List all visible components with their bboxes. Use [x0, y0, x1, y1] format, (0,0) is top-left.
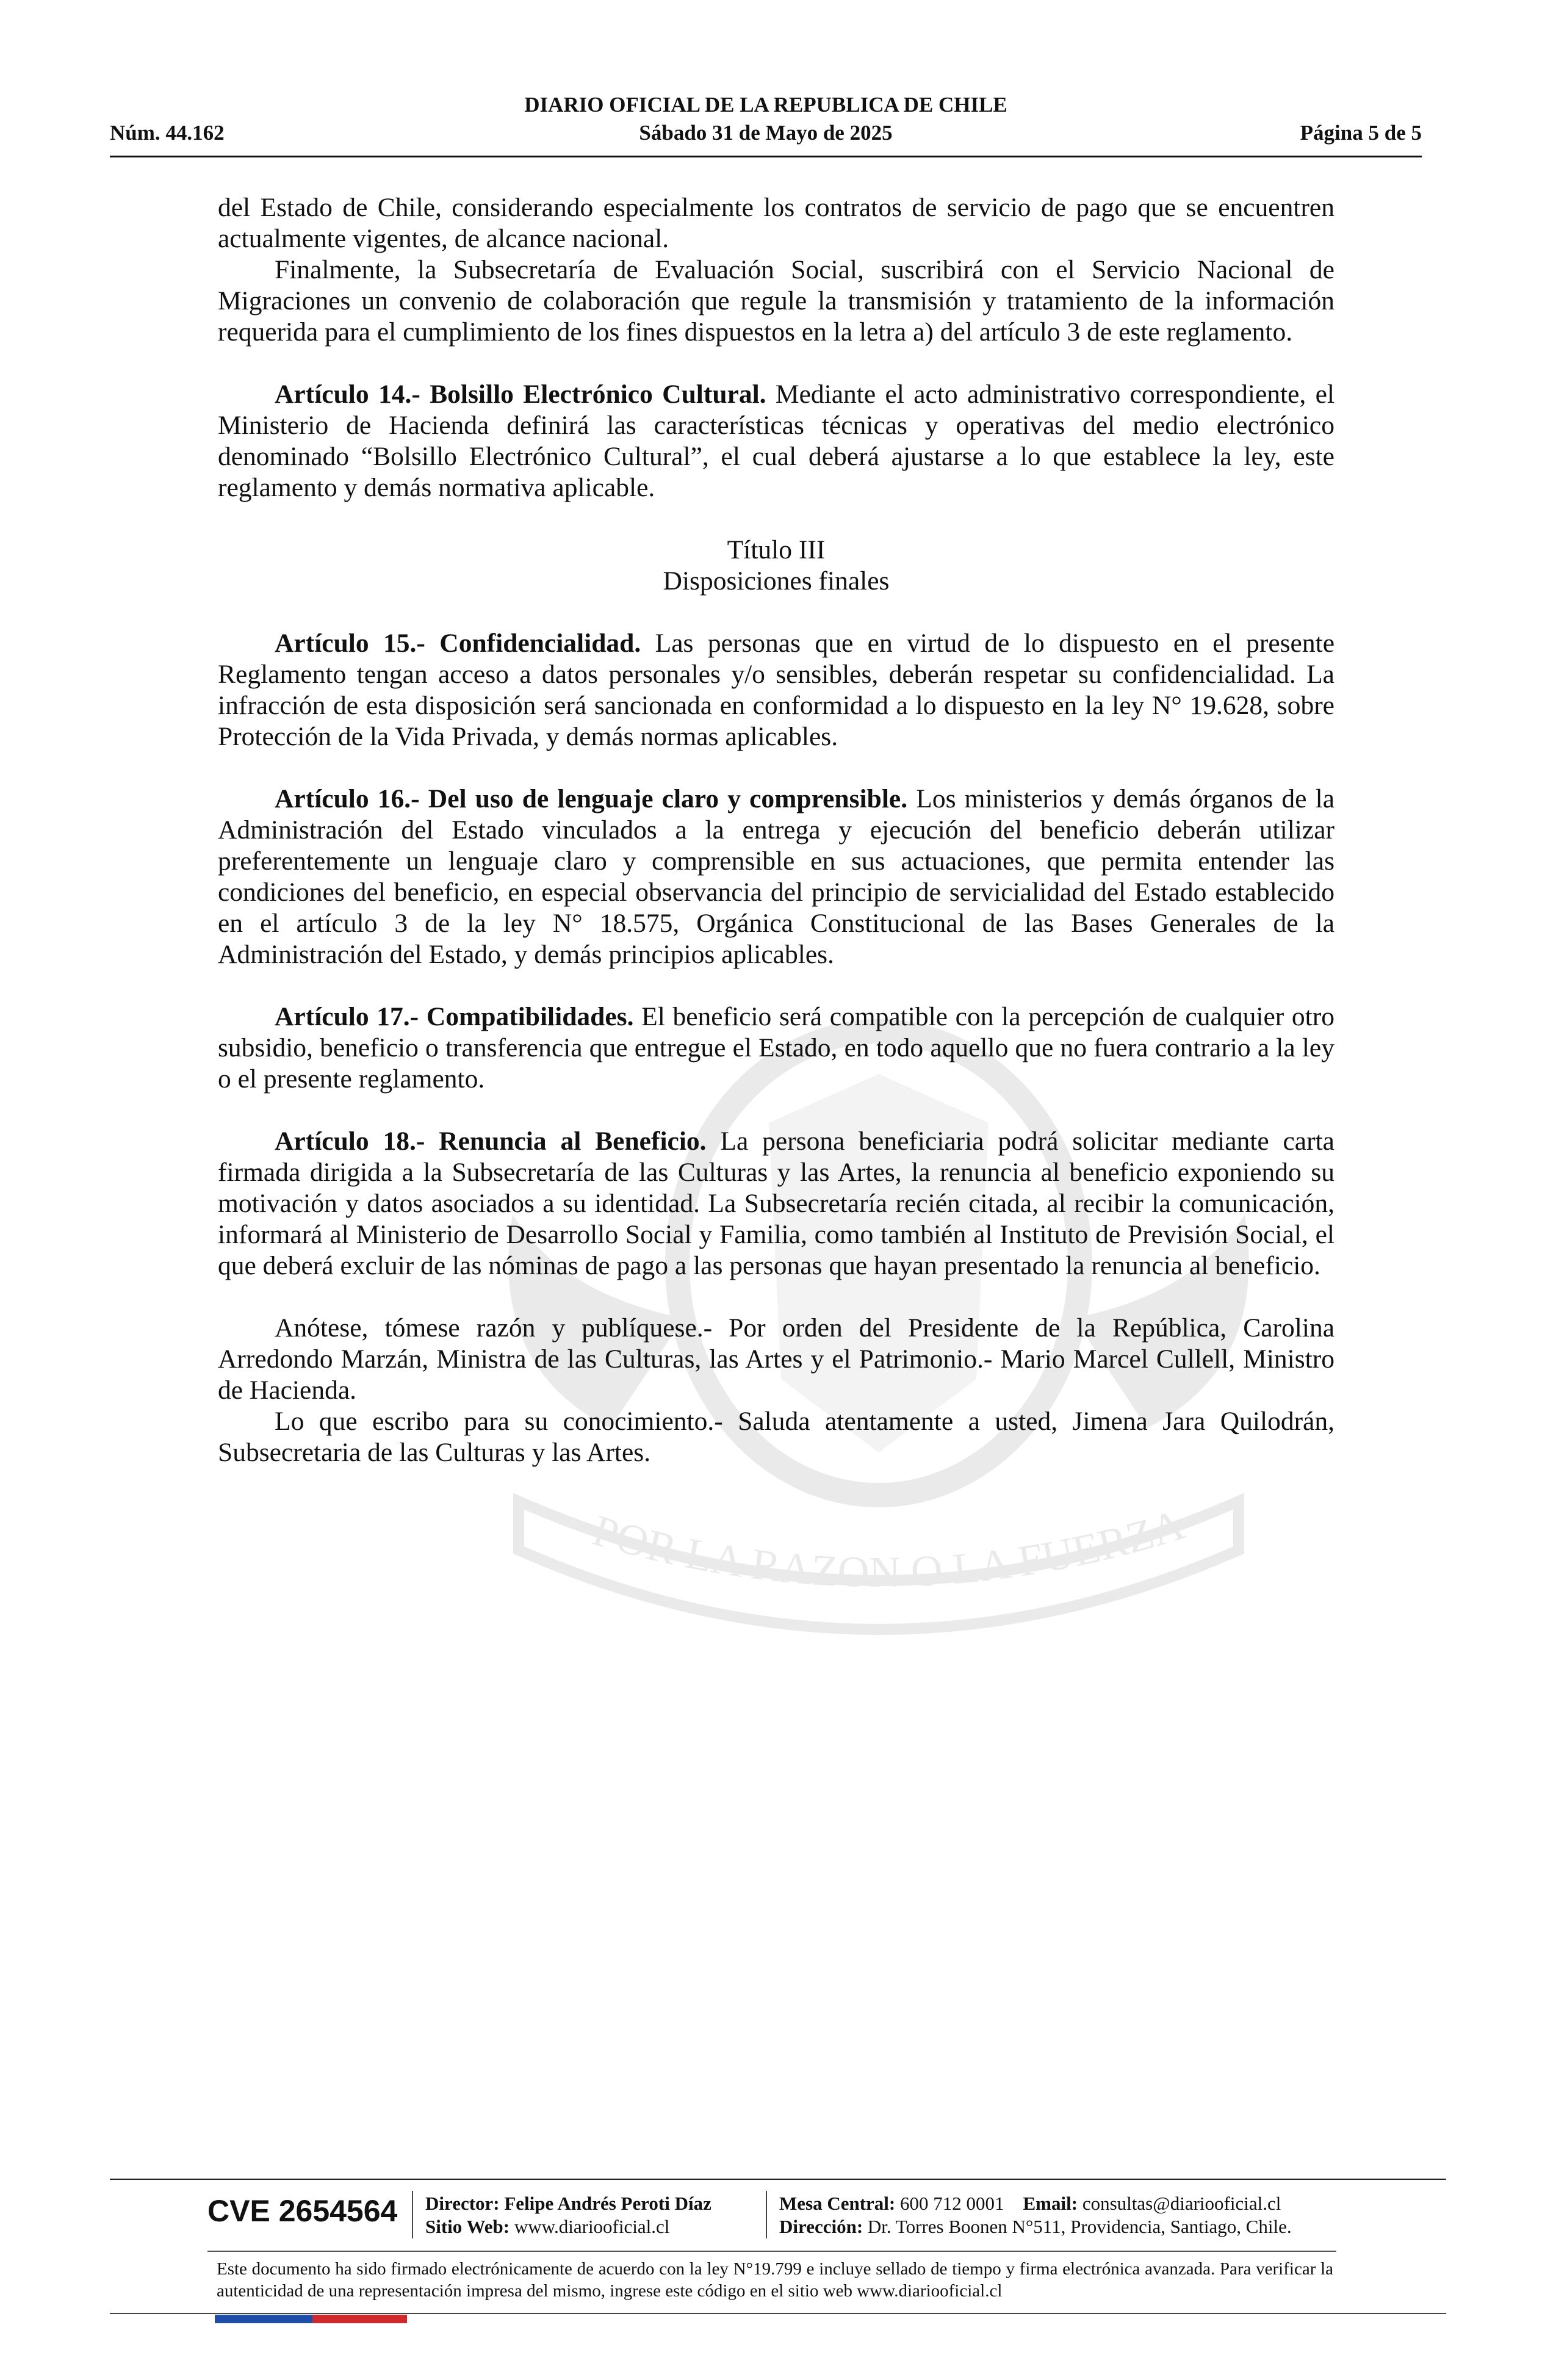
footer-divider-top — [110, 2179, 1446, 2180]
title-iii-heading: Título III — [727, 535, 826, 564]
page-header — [110, 93, 1422, 157]
footer-contact-block — [779, 2192, 1292, 2238]
footer-divider-bottom — [110, 2313, 1446, 2314]
article-14 — [218, 379, 1334, 503]
article-17-heading: Artículo 17.- Compatibilidades. — [275, 1002, 634, 1031]
publication-title: DIARIO OFICIAL DE LA REPUBLICA DE CHILE — [524, 93, 1007, 117]
address-label: Dirección: — [779, 2216, 863, 2237]
article-17 — [218, 1001, 1334, 1095]
mesa-phone: 600 712 0001 — [900, 2193, 1004, 2214]
document-body — [218, 192, 1334, 1468]
footer-column-divider — [412, 2191, 413, 2238]
flag-blue-segment — [215, 2315, 312, 2323]
legal-notice: Este documento ha sido firmado electrónicamente de acuerdo con la ley N°19.799 e incluye sellado de tiempo y firma electrónica avanzada. Para verificar la autenticidad de una representación impresa del mismo, ingrese este código en el sitio web www.diariooficial.cl — [217, 2259, 1333, 2301]
paragraph-continuation: del Estado de Chile, considerando especialmente los contratos de servicio de pago que se encuentren actualmente vigentes, de alcance nacional. — [218, 193, 1334, 253]
director-name: Felipe Andrés Peroti Díaz — [504, 2193, 711, 2214]
article-18 — [218, 1126, 1334, 1282]
footer-column-divider — [766, 2191, 767, 2238]
article-16 — [218, 784, 1334, 970]
watermark-motto: POR LA RAZON O LA FUERZA — [587, 1499, 1190, 1597]
article-14-text: Mediante el acto administrativo correspondiente, el Ministerio de Hacienda definirá las características técnicas y operativas del medio electrónico denominado “Bolsillo Electrónico Cultural”, el cual deberá ajustarse a lo que establece la ley, este reglamento y demás normativa aplicable. — [218, 380, 1334, 502]
site-url[interactable]: www.diariooficial.cl — [514, 2216, 670, 2237]
article-14-heading: Artículo 14.- Bolsillo Electrónico Cultural. — [275, 380, 766, 409]
cve-code: CVE 2654564 — [207, 2194, 398, 2228]
closing-greeting: Lo que escribo para su conocimiento.- Saluda atentamente a usted, Jimena Jara Quilodrán, Subsecretaria de las Culturas y las Artes. — [218, 1407, 1334, 1467]
email-address[interactable]: consultas@diariooficial.cl — [1082, 2193, 1281, 2214]
mesa-label: Mesa Central: — [779, 2193, 896, 2214]
article-15 — [218, 628, 1334, 752]
paragraph-migraciones: Finalmente, la Subsecretaría de Evaluación Social, suscribirá con el Servicio Nacional de Migraciones un convenio de colaboración que regule la transmisión y tratamiento de la información requerida para el cumplimiento de los fines dispuestos en la letra a) del artículo 3 de este reglamento. — [218, 255, 1334, 347]
article-18-heading: Artículo 18.- Renuncia al Beneficio. — [275, 1127, 707, 1156]
director-label: Director: — [425, 2193, 500, 2214]
chile-flag-stripe — [215, 2315, 407, 2323]
article-15-heading: Artículo 15.- Confidencialidad. — [275, 629, 641, 658]
article-15-text: Las personas que en virtud de lo dispuesto en el presente Reglamento tengan acceso a datos personales y/o sensibles, deberán respetar su confidencialidad. La infracción de esta disposición será sancionada en conformidad a lo dispuesto en la ley N° 19.628, sobre Protección de la Vida Privada, y demás normas aplicables. — [218, 629, 1334, 751]
flag-red-segment — [312, 2315, 407, 2323]
article-18-text: La persona beneficiaria podrá solicitar mediante carta firmada dirigida a la Subsecretaría de las Culturas y las Artes, la renuncia al beneficio exponiendo su motivación y datos asociados a su identidad. La Subsecretaría recién citada, al recibir la comunicación, informará al Ministerio de Desarrollo Social y Familia, como también al Instituto de Previsión Social, el que deberá excluir de las nóminas de pago a las personas que hayan presentado la renuncia al beneficio. — [218, 1127, 1334, 1280]
header-divider — [110, 156, 1422, 157]
article-17-text: El beneficio será compatible con la percepción de cualquier otro subsidio, beneficio o transferencia que entregue el Estado, en todo aquello que no fuera contrario a la ley o el presente reglamento. — [218, 1002, 1334, 1094]
address-value: Dr. Torres Boonen N°511, Providencia, Santiago, Chile. — [867, 2216, 1292, 2237]
title-iii-subheading: Disposiciones finales — [663, 566, 890, 596]
page-number: Página 5 de 5 — [1300, 121, 1422, 145]
issue-number: Núm. 44.162 — [110, 121, 225, 145]
email-label: Email: — [1023, 2193, 1078, 2214]
article-16-text: Los ministerios y demás órganos de la Administración del Estado vinculados a la entrega y ejecución del beneficio deberán utilizar preferentemente un lenguaje claro y comprensible en sus actuaciones, que permita entender las condiciones del beneficio, en especial observancia del principio de servicialidad del Estado establecido en el artículo 3 de la ley N° 18.575, Orgánica Constitucional de las Bases Generales de la Administración del Estado, y demás principios aplicables. — [218, 784, 1335, 969]
footer-director-block — [425, 2192, 711, 2238]
site-label: Sitio Web: — [425, 2216, 510, 2237]
issue-date: Sábado 31 de Mayo de 2025 — [639, 121, 893, 145]
closing-signatures: Anótese, tómese razón y publíquese.- Por orden del Presidente de la República, Carolina Arredondo Marzán, Ministra de las Culturas, las Artes y el Patrimonio.- Mario Marcel Cullell, Ministro de Hacienda. — [218, 1313, 1334, 1405]
footer-divider-middle — [207, 2251, 1336, 2252]
article-16-heading: Artículo 16.- Del uso de lenguaje claro y comprensible. — [275, 784, 908, 813]
